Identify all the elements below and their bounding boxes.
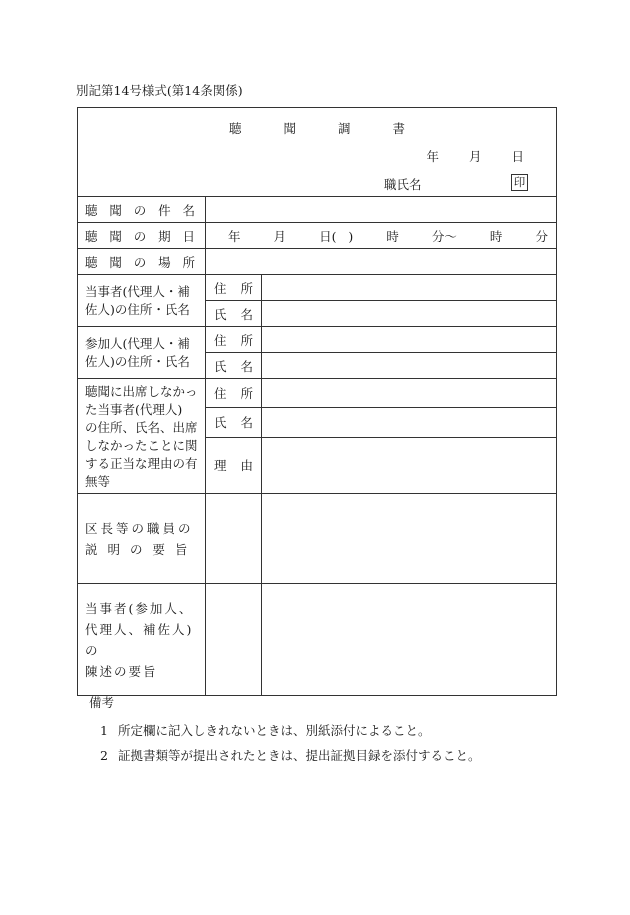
party-address-field[interactable] — [262, 275, 557, 301]
note-item: 2 証拠書類等が提出されたときは、提出証拠目録を添付すること。 — [100, 748, 481, 763]
staff-explanation-label: 区長等の職員の 説 明 の 要 旨 — [78, 494, 206, 584]
participant-address-field[interactable] — [262, 327, 557, 353]
party-label: 当事者(代理人・補 佐人)の住所・氏名 — [78, 275, 206, 327]
form-number-label: 別記第14号様式(第14条関係) — [76, 83, 243, 98]
absent-name-label: 氏 名 — [206, 408, 262, 437]
absent-reason-field[interactable] — [262, 437, 557, 493]
party-address-label: 住 所 — [206, 275, 262, 301]
seal-mark: 印 — [511, 174, 528, 191]
participant-label: 参加人(代理人・補 佐人)の住所・氏名 — [78, 327, 206, 379]
participant-name-label: 氏 名 — [206, 353, 262, 379]
party-name-field[interactable] — [262, 301, 557, 327]
absent-party-label: 聴聞に出席しなかっ た当事者(代理人) の住所、氏名、出席 しなかったことに関 する正当な理由の有 無等 — [78, 379, 206, 494]
party-name-label: 氏 名 — [206, 301, 262, 327]
notes-heading: 備考 — [89, 695, 115, 710]
hearing-place-label: 聴 聞 の 場 所 — [78, 249, 206, 275]
party-statement-label: 当事者(参加人、 代理人、補佐人)の 陳述の要旨 — [78, 584, 206, 696]
participant-address-label: 住 所 — [206, 327, 262, 353]
case-name-field[interactable] — [206, 197, 557, 223]
absent-name-field[interactable] — [262, 408, 557, 437]
staff-explanation-field[interactable] — [262, 494, 557, 584]
party-statement-subfield[interactable] — [206, 584, 262, 696]
hearing-record-form — [77, 107, 557, 696]
absent-reason-label: 理 由 — [206, 437, 262, 493]
note-item: 1 所定欄に記入しきれないときは、別紙添付によること。 — [100, 723, 431, 738]
staff-explanation-subfield[interactable] — [206, 494, 262, 584]
party-statement-field[interactable] — [262, 584, 557, 696]
absent-address-label: 住 所 — [206, 379, 262, 408]
hearing-date-label: 聴 聞 の 期 日 — [78, 223, 206, 249]
form-title: 聴 聞 調 書 — [229, 121, 406, 136]
hearing-date-field[interactable]: 年 月 日( ) 時 分〜 時 分 — [206, 223, 557, 249]
date-line: 年 月 日 — [426, 149, 525, 164]
official-name-label: 職氏名 — [384, 177, 422, 192]
absent-address-field[interactable] — [262, 379, 557, 408]
participant-name-field[interactable] — [262, 353, 557, 379]
hearing-place-field[interactable] — [206, 249, 557, 275]
case-name-label: 聴 聞 の 件 名 — [78, 197, 206, 223]
title-block — [78, 108, 557, 197]
